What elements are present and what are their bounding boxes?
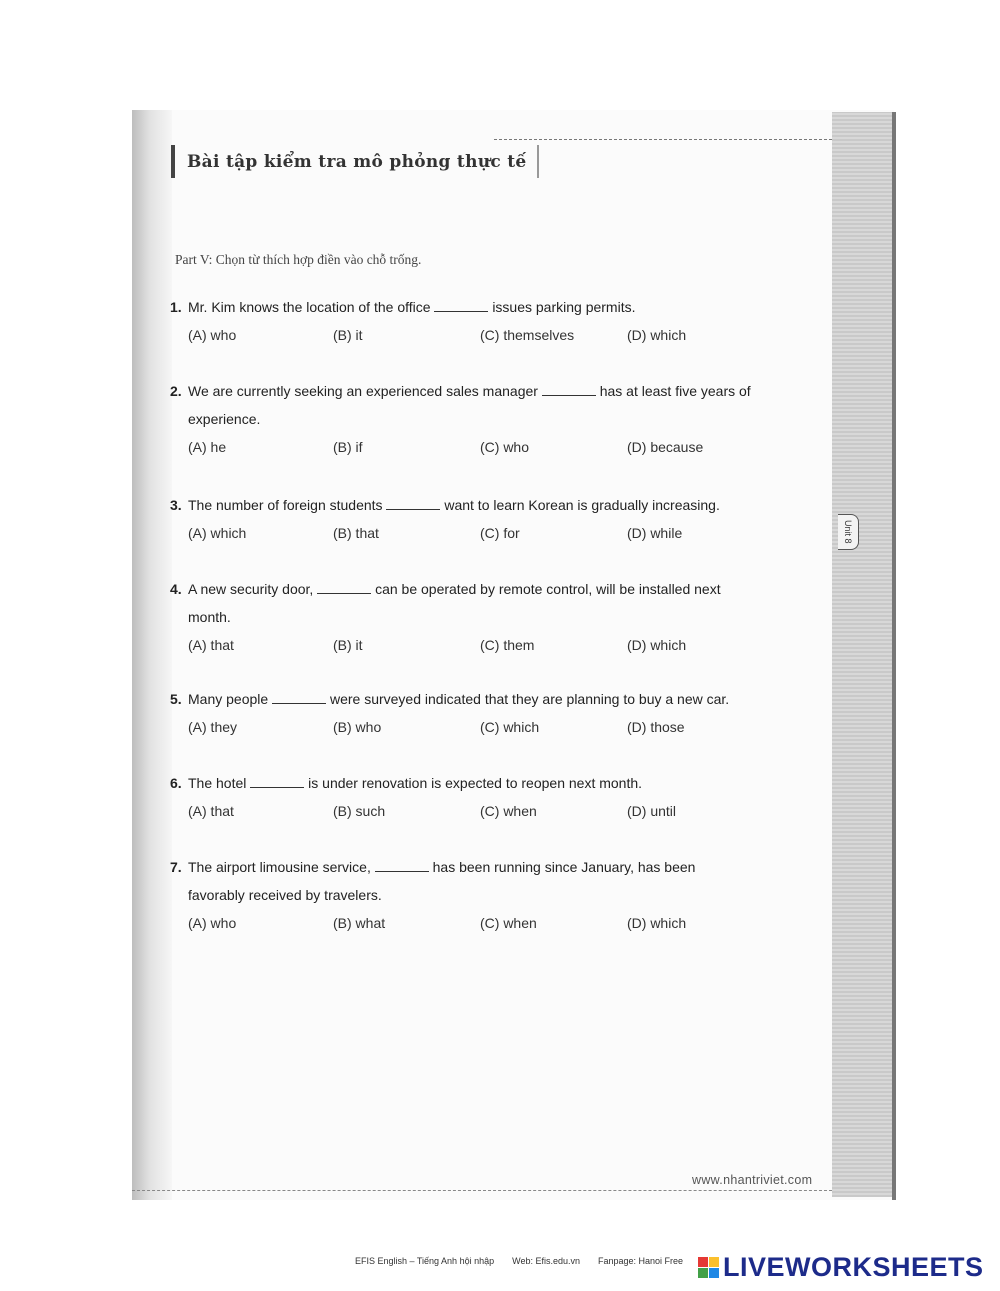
title-box (171, 145, 539, 178)
answer-blank[interactable] (317, 579, 371, 594)
question-text-cont: favorably received by travelers. (188, 887, 382, 903)
question-text-post: has been running since January, has been (432, 859, 696, 875)
option-a[interactable]: (A) that (188, 803, 234, 819)
question-7 (170, 853, 810, 937)
option-b[interactable]: (B) who (333, 719, 382, 735)
unit-tab-label: Unit 8 (843, 520, 853, 544)
question-text-cont: experience. (188, 411, 261, 427)
question-1 (170, 293, 810, 349)
answer-blank[interactable] (542, 381, 596, 396)
footer-efis: EFIS English – Tiếng Anh hội nhập (355, 1256, 495, 1266)
page-title: Bài tập kiểm tra mô phỏng thực tế (187, 151, 527, 172)
question-text-pre: The hotel (188, 775, 247, 791)
question-text-pre: We are currently seeking an experienced sales manager (188, 383, 538, 399)
website-url: www.nhantriviet.com (692, 1173, 813, 1187)
question-text-post: were surveyed indicated that they are planning to buy a new car. (329, 691, 730, 707)
option-d[interactable]: (D) which (627, 915, 687, 931)
scan-strip-right (832, 112, 896, 1197)
option-b[interactable]: (B) such (333, 803, 386, 819)
unit-tab (838, 514, 859, 550)
divider-bottom (132, 1190, 832, 1191)
footer-web: Web: Efis.edu.vn (512, 1256, 580, 1266)
question-text-pre: Many people (188, 691, 269, 707)
option-c[interactable]: (C) them (480, 637, 535, 653)
option-c[interactable]: (C) when (480, 803, 537, 819)
option-d[interactable]: (D) until (627, 803, 677, 819)
answer-blank[interactable] (434, 297, 488, 312)
option-c[interactable]: (C) for (480, 525, 520, 541)
question-number: 5. (170, 691, 182, 707)
answer-blank[interactable] (250, 773, 304, 788)
question-text-post: issues parking permits. (492, 299, 636, 315)
divider-top (494, 139, 832, 140)
option-d[interactable]: (D) because (627, 439, 704, 455)
question-4 (170, 575, 810, 659)
question-text-pre: The airport limousine service, (188, 859, 371, 875)
question-6 (170, 769, 810, 825)
question-text-post: want to learn Korean is gradually increasing. (444, 497, 720, 513)
option-b[interactable]: (B) it (333, 327, 363, 343)
question-number: 3. (170, 497, 182, 513)
logo-text: LIVEWORKSHEETS (723, 1252, 984, 1282)
option-b[interactable]: (B) if (333, 439, 363, 455)
question-text-pre: A new security door, (188, 581, 314, 597)
option-a[interactable]: (A) which (188, 525, 247, 541)
option-d[interactable]: (D) which (627, 327, 687, 343)
scan-shadow-left (132, 110, 172, 1200)
option-c[interactable]: (C) which (480, 719, 540, 735)
option-d[interactable]: (D) those (627, 719, 685, 735)
question-number: 4. (170, 581, 182, 597)
question-number: 7. (170, 859, 182, 875)
answer-blank[interactable] (272, 689, 326, 704)
option-c[interactable]: (C) themselves (480, 327, 575, 343)
option-d[interactable]: (D) which (627, 637, 687, 653)
option-b[interactable]: (B) that (333, 525, 379, 541)
option-a[interactable]: (A) who (188, 327, 237, 343)
instruction: Part V: Chọn từ thích hợp điền vào chỗ trống. (175, 252, 422, 267)
question-text-pre: Mr. Kim knows the location of the office (188, 299, 431, 315)
question-3 (170, 491, 810, 547)
answer-blank[interactable] (375, 857, 429, 872)
question-text-post: is under renovation is expected to reopen next month. (308, 775, 643, 791)
question-text-pre: The number of foreign students (188, 497, 383, 513)
page-edge (892, 112, 896, 1200)
option-c[interactable]: (C) when (480, 915, 537, 931)
option-a[interactable]: (A) they (188, 719, 238, 735)
option-a[interactable]: (A) that (188, 637, 234, 653)
question-2 (170, 377, 810, 461)
option-a[interactable]: (A) who (188, 915, 237, 931)
question-number: 2. (170, 383, 182, 399)
option-a[interactable]: (A) he (188, 439, 227, 455)
liveworksheets-logo[interactable] (698, 1252, 984, 1283)
footer-fanpage: Fanpage: Hanoi Free (597, 1256, 684, 1266)
question-text-cont: month. (188, 609, 231, 625)
question-number: 6. (170, 775, 182, 791)
question-5 (170, 685, 810, 741)
question-number: 1. (170, 299, 182, 315)
logo-grid-icon (698, 1257, 719, 1278)
question-text-post: can be operated by remote control, will be installed next (375, 581, 721, 597)
option-b[interactable]: (B) it (333, 637, 363, 653)
question-text-post: has at least five years of (599, 383, 751, 399)
answer-blank[interactable] (386, 495, 440, 510)
option-c[interactable]: (C) who (480, 439, 530, 455)
option-b[interactable]: (B) what (333, 915, 386, 931)
option-d[interactable]: (D) while (627, 525, 683, 541)
